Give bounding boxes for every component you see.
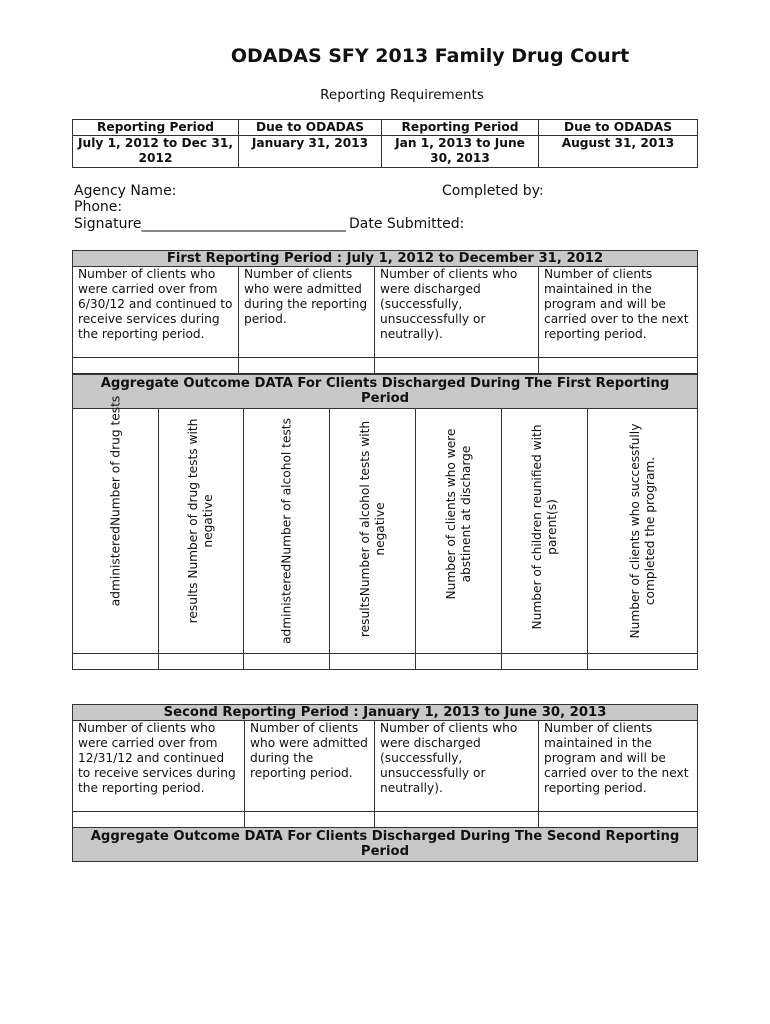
rotated-cell: [502, 409, 588, 654]
entry-cell[interactable]: [244, 654, 330, 670]
schedule-value-row: [73, 136, 698, 168]
page-title: ODADAS SFY 2013 Family Drug Court: [230, 45, 630, 67]
entry-cell[interactable]: [588, 654, 698, 670]
aggregate-first-entry-row: [73, 654, 698, 670]
completed-by-label: Completed by:: [442, 183, 544, 199]
signature-row: [74, 216, 464, 233]
entry-cell[interactable]: [239, 358, 375, 374]
entry-cell[interactable]: [502, 654, 588, 670]
column-label: administeredNumber of drug tests: [108, 395, 122, 607]
entry-cell[interactable]: [539, 812, 698, 828]
schedule-table: [72, 119, 698, 168]
first-period-labels-row: [73, 267, 698, 358]
entry-cell[interactable]: [330, 654, 416, 670]
column-label: Number of clients who were abstinent at discharge: [443, 428, 473, 600]
column-label: results Number of drug tests with negative: [186, 418, 215, 624]
schedule-header: Due to ODADAS: [539, 120, 698, 136]
schedule-value: January 31, 2013: [239, 136, 382, 168]
column-label: Number of children reunified with parent(s): [529, 424, 559, 630]
column-label: administeredNumber of alcohol tests: [279, 418, 293, 644]
schedule-value: July 1, 2012 to Dec 31, 2012: [73, 136, 239, 168]
first-period-entry-row: [73, 358, 698, 374]
signature-label: Signature: [74, 216, 142, 232]
schedule-header: Reporting Period: [73, 120, 239, 136]
column-label: resultsNumber of alcohol tests with negative: [357, 420, 387, 638]
rotated-cell: [159, 409, 244, 654]
schedule-header: Reporting Period: [382, 120, 539, 136]
column-label: Number of clients who were admitted during the reporting period.: [245, 721, 375, 812]
entry-cell[interactable]: [539, 358, 698, 374]
entry-cell[interactable]: [416, 654, 502, 670]
aggregate-second-header: Aggregate Outcome DATA For Clients Discharged During The Second Reporting Period: [73, 828, 698, 862]
aggregate-first-table: [72, 374, 698, 670]
aggregate-first-header: Aggregate Outcome DATA For Clients Discharged During The First Reporting Period: [73, 375, 698, 409]
schedule-value: August 31, 2013: [539, 136, 698, 168]
entry-cell[interactable]: [73, 358, 239, 374]
first-period-table: [72, 250, 698, 374]
signature-line[interactable]: ___________________________________: [141, 216, 345, 232]
rotated-cell: [73, 395, 159, 654]
column-label: Number of clients maintained in the program and will be carried over to the next reporting period.: [539, 267, 698, 358]
date-submitted-label: Date Submitted:: [349, 216, 465, 232]
schedule-header: Due to ODADAS: [239, 120, 382, 136]
second-period-entry-row: [73, 812, 698, 828]
page-subtitle: Reporting Requirements: [320, 87, 484, 103]
column-label: Number of clients who were discharged (successfully, unsuccessfully or neutrally).: [375, 267, 539, 358]
second-period-header: Second Reporting Period : January 1, 2013 to June 30, 2013: [73, 705, 698, 721]
column-label: Number of clients who were carried over from 12/31/12 and continued to receive services during the reporting period.: [73, 721, 245, 812]
column-label: Number of clients who were admitted during the reporting period.: [239, 267, 375, 358]
entry-cell[interactable]: [73, 812, 245, 828]
second-period-table: [72, 704, 698, 862]
rotated-cell: [416, 409, 502, 654]
entry-cell[interactable]: [73, 654, 159, 670]
schedule-value: Jan 1, 2013 to June 30, 2013: [382, 136, 539, 168]
rotated-cell: [244, 409, 330, 654]
rotated-cell: [330, 409, 416, 654]
entry-cell[interactable]: [159, 654, 244, 670]
column-label: Number of clients who were discharged (successfully, unsuccessfully or neutrally).: [375, 721, 539, 812]
schedule-header-row: [73, 120, 698, 136]
entry-cell[interactable]: [245, 812, 375, 828]
first-period-header: First Reporting Period : July 1, 2012 to December 31, 2012: [73, 251, 698, 267]
column-label: Number of clients maintained in the program and will be carried over to the next reporting period.: [539, 721, 698, 812]
entry-cell[interactable]: [375, 358, 539, 374]
second-period-labels-row: [73, 721, 698, 812]
entry-cell[interactable]: [375, 812, 539, 828]
agency-name-label: Agency Name:: [74, 183, 177, 199]
column-label: Number of clients who successfully completed the program.: [627, 423, 657, 639]
rotated-cell: [588, 409, 698, 654]
column-label: Number of clients who were carried over from 6/30/12 and continued to receive services during the reporting period.: [73, 267, 239, 358]
aggregate-first-labels-row: [73, 409, 698, 654]
phone-label: Phone:: [74, 199, 123, 215]
